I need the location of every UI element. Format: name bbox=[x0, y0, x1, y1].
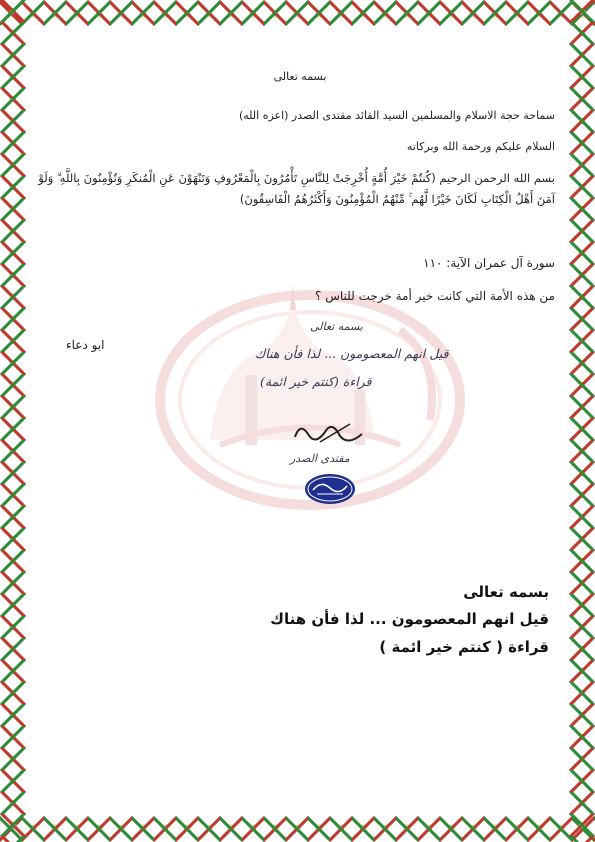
surah-reference: سورة آل عمران الآية: ١١٠ bbox=[423, 256, 555, 270]
personal-seal-icon bbox=[303, 472, 357, 506]
signer-name: ابو دعاء bbox=[66, 338, 105, 352]
transcription-line-2: قيل انهم المعصومون ... لذا فأن هناك bbox=[270, 610, 549, 628]
letter-greeting: السلام عليكم ورحمة الله وبركاته bbox=[406, 140, 555, 153]
quran-verse: بسم الله الرحمن الرحيم (كُنتُمْ خَيْرَ أُمَّةٍ أُخْرِجَتْ لِلنَّاسِ تَأْمُرُونَ بِالْمَعْرُوفِ وَتَنْهَوْنَ عَنِ الْمُنكَرِ وَتُؤْمِنُونَ بِاللَّهِ ۗ وَلَوْ آمَنَ أَهْلُ الْكِتَابِ لَكَانَ خَيْرًا لَّهُم ۚ مِّنْهُمُ الْمُؤْمِنُونَ وَأَكْثَرُهُمُ الْفَاسِقُونَ) bbox=[38, 171, 555, 206]
letter-addressee: سماحة حجة الاسلام والمسلمين السيد القائد مقتدى الصدر (اعزه الله) bbox=[238, 109, 555, 122]
decorative-border-right bbox=[569, 0, 595, 842]
transcription-line-3: قراءة ( كنتم خير ائمة ) bbox=[379, 638, 549, 656]
letter-basmala-heading: بسمه تعالى bbox=[273, 70, 327, 83]
signature-scribble-icon bbox=[290, 412, 370, 452]
transcription-line-1: بسمه تعالى bbox=[463, 583, 549, 601]
handwritten-reply-line-2: قراءة (كنتم خير ائمة) bbox=[260, 374, 372, 389]
letter-question: من هذه الأمة التي كانت خير أمة خرجت للناس ؟ bbox=[315, 289, 555, 303]
decorative-border-bottom bbox=[0, 816, 595, 842]
handwritten-signature-name: مقتدى الصدر bbox=[290, 452, 350, 465]
handwritten-basmala: بسمه تعالى bbox=[310, 320, 363, 333]
decorative-border-top bbox=[0, 0, 595, 26]
handwritten-reply-line-1: قيل انهم المعصومون ... لذا فأن هناك bbox=[255, 346, 449, 361]
decorative-border-left bbox=[0, 0, 26, 842]
